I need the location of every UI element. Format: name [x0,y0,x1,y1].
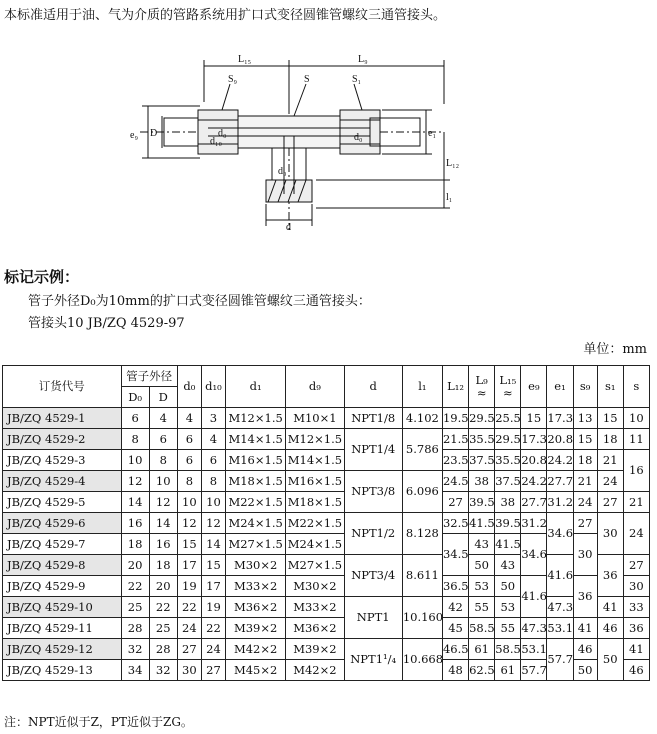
label-L9: L₉ [358,54,368,65]
header-D: D [149,387,177,408]
header-d10: d₁₀ [201,366,225,408]
table-row: JB/ZQ 4529-3 10 8 6 6 M16×1.5 M14×1.5 23.5 37.5 35.5 20.8 24.2 18 21 16 [3,450,650,471]
example-title: 标记示例： [4,268,80,286]
table-row: JB/ZQ 4529-12 32 28 27 24 M42×2 M39×2 NPT1¹/₄ 10.668 46.5 61 58.5 53.1 57.7 46 50 41 [3,639,650,660]
label-L15: L₁₅ [238,54,252,65]
intro-text: 本标准适用于油、气为介质的管路系统用扩口式变径圆锥管螺纹三通管接头。 [4,8,447,23]
header-d0: d₀ [177,366,201,408]
label-S1: S₁ [352,74,362,85]
tee-fitting-drawing [126,44,460,234]
footnote: 注：NPT近似于Z，PT近似于ZG。 [4,715,193,729]
label-e9: e₉ [130,130,138,141]
table-row: JB/ZQ 4529-9 22 20 19 17 M33×2 M30×2 36.5 53 50 41.6 36 30 [3,576,650,597]
header-d: d [344,366,402,408]
table-row: JB/ZQ 4529-11 28 25 24 22 M39×2 M36×2 45 58.5 55 47.3 53.1 41 46 36 [3,618,650,639]
label-l1: l₁ [446,192,453,203]
label-S9: S₉ [228,74,238,85]
example-line-2: 管接头10 JB/ZQ 4529-97 [28,316,185,331]
table-row: JB/ZQ 4529-4 12 10 8 8 M18×1.5 M16×1.5 NPT3/8 6.096 24.5 38 37.5 24.2 27.7 21 24 [3,471,650,492]
label-e1: e₁ [428,128,436,139]
header-code: 订货代号 [3,366,122,408]
label-d10: d₁₀ [210,136,222,147]
table-row: JB/ZQ 4529-1 6 4 4 3 M12×1.5 M10×1 NPT1/8 4.102 19.5 29.5 25.5 15 17.3 13 15 10 [3,408,650,429]
header-e9: e₉ [521,366,547,408]
table-row: JB/ZQ 4529-13 34 32 30 27 M45×2 M42×2 48 62.5 61 57.7 50 46 [3,660,650,681]
header-d1: d₁ [226,366,286,408]
header-d9: d₉ [286,366,344,408]
label-d0-right: d₀ [354,132,363,143]
table-row: JB/ZQ 4529-5 14 12 10 10 M22×1.5 M18×1.5 27 39.5 38 27.7 31.2 24 27 21 [3,492,650,513]
table-row: JB/ZQ 4529-10 25 22 22 19 M36×2 M33×2 NPT1 10.160 42 55 53 47.3 41 33 [3,597,650,618]
header-s: s [623,366,649,408]
spec-table [2,365,650,681]
header-l1: l₁ [402,366,442,408]
table-row: JB/ZQ 4529-8 20 18 17 15 M30×2 M27×1.5 NPT3/4 8.611 50 43 41.6 36 27 [3,555,650,576]
header-s1: s₁ [597,366,623,408]
table-row: JB/ZQ 4529-6 16 14 12 12 M24×1.5 M22×1.5 NPT1/2 8.128 32.5 41.5 39.5 31.2 34.6 27 30 24 [3,513,650,534]
label-d0-left: d₀ [218,128,227,139]
header-pipe-od: 管子外径 [121,366,177,387]
label-d0-bottom: d₀ [278,166,287,177]
header-e1: e₁ [547,366,573,408]
example-line-1: 管子外径D₀为10mm的扩口式变径圆锥管螺纹三通管接头： [28,294,371,309]
table-row: JB/ZQ 4529-7 18 16 15 14 M27×1.5 M24×1.5 34.5 43 41.5 34.6 30 [3,534,650,555]
header-L9: L₉ ≈ [469,366,495,408]
label-S: S [304,74,310,85]
header-D0: D₀ [121,387,149,408]
header-L15: L₁₅ ≈ [495,366,521,408]
label-L12: L₁₂ [446,158,460,169]
header-s9: s₉ [573,366,597,408]
header-L12: L₁₂ [442,366,468,408]
unit-label: 单位：mm [583,342,647,357]
label-d: d [286,222,291,233]
label-D: D [150,128,158,139]
table-row: JB/ZQ 4529-2 8 6 6 4 M14×1.5 M12×1.5 NPT1/4 5.786 21.5 35.5 29.5 17.3 20.8 15 18 11 [3,429,650,450]
